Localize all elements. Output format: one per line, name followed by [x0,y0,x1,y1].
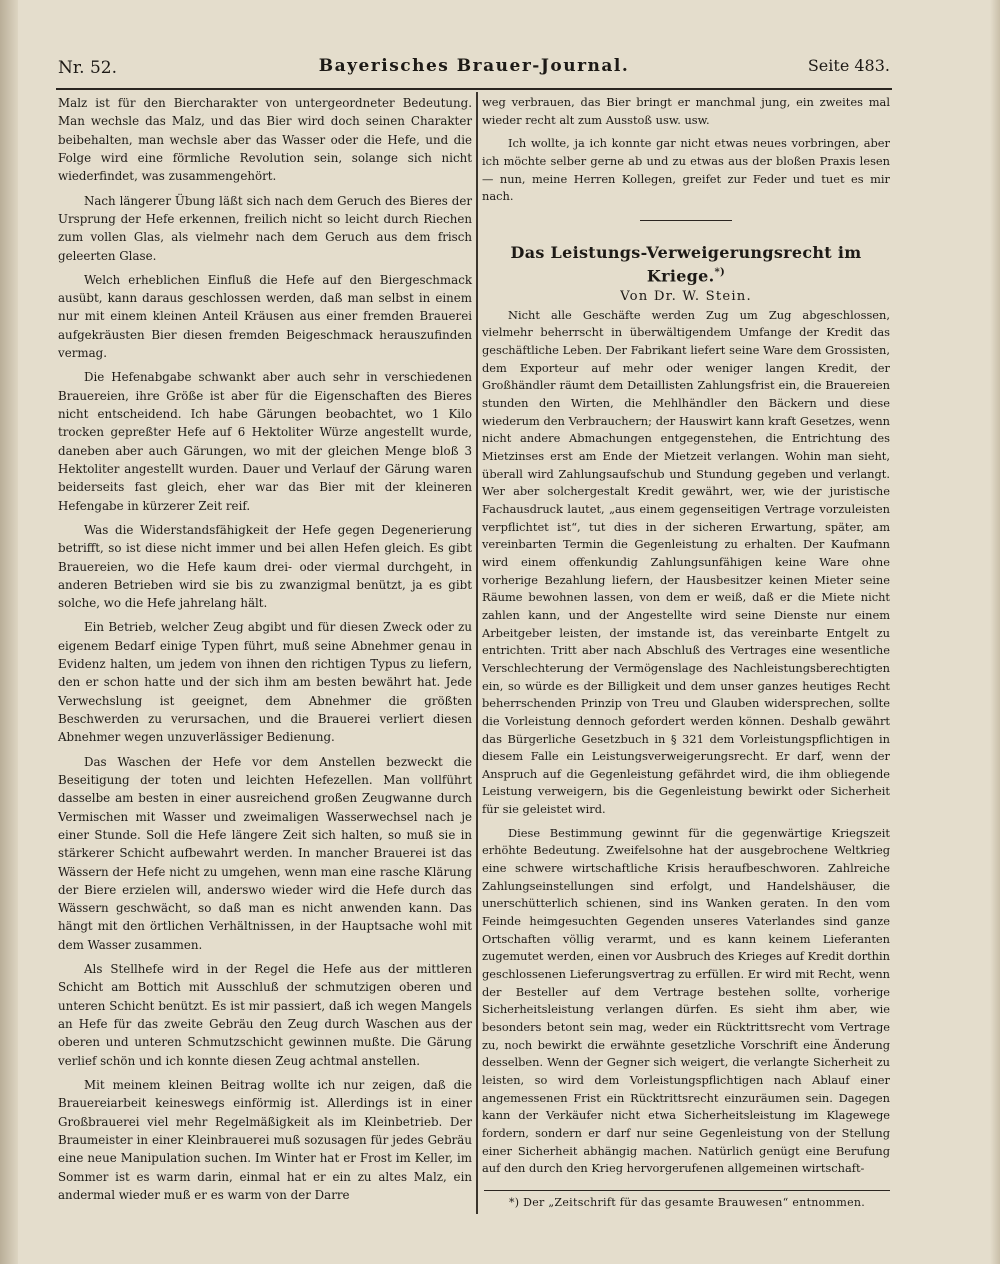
paragraph: Nicht alle Geschäfte werden Zug um Zug abgeschlossen, vielmehr beherrscht in überwältigendem Umfange der Kredit das geschäftliche Leben. Der Fabrikant liefert seine Ware dem Grossisten, dem Exporteur auf mehr oder weniger langen Kredit, der Großhändler räumt dem Detaillisten Zahlungsfrist ein, die Brauereien stunden den Wirten, die Mehlhändler den Bäckern und diese wiederum den Verbrauchern; der Hauswirt kann kraft Gesetzes, wenn nicht andere Abmachungen entgegenstehen, die Entrichtung des Mietzinses erst am Ende der Mietzeit verlangen. Wohin man sieht, überall wird Zahlungsaufschub und Stundung gegeben und verlangt. Wer aber solchergestalt Kredit gewährt, wer, wie der juristische Fachausdruck lautet, „aus einem gegenseitigen Vertrage vorzuleisten verpflichtet ist“, tut dies in der sicheren Erwartung, später, am vereinbarten Termin die Gegenleistung zu erhalten. Der Kaufmann wird einem offenkundig Zahlungsunfähigen keine Ware ohne vorherige Bezahlung liefern, der Hausbesitzer keinen Mieter seine Räume bewohnen lassen, von dem er weiß, daß er die Miete nicht zahlen kann, und der Angestellte wird seine Dienste nur einem Arbeitgeber leisten, der imstande ist, das vereinbarte Entgelt zu entrichten. Tritt aber nach Abschluß des Vertrages eine wesentliche Verschlechterung der Vermögenslage des Nachleistungsberechtigten ein, so würde es der Billigkeit und dem unser ganzes heutiges Recht beherrschenden Prinzip von Treu und Glauben widersprechen, sollte die Vorleistung dennoch gefordert werden können. Deshalb gewährt das Bürgerliche Gesetzbuch in § 321 dem Vorleistungspflichtigen in diesem Falle ein Leistungsverweigerungsrecht. Er darf, wenn der Anspruch auf die Gegenleistung gefährdet wird, die ihm obliegende Leistung verweigern, bis die Gegenleistung bewirkt oder Sicherheit für sie geleistet wird. [482,307,890,817]
issue-number: Nr. 52. [58,58,117,78]
page-edge-right [990,0,1000,1264]
paragraph: Malz ist für den Biercharakter von untergeordneter Bedeutung. Man wechsle das Malz, und das Bier wird doch seinen Charakter beibehalten, man wechsle aber das Wasser oder die Hefe, und die Folge wird eine förmliche Revolution sein, solange sich nicht wiederfindet, was zusammengehört. [58,96,472,184]
paragraph: weg verbrauen, das Bier bringt er manchmal jung, ein zweites mal wieder recht alt zum Ausstoß usw. usw. [482,95,890,127]
paragraph: Diese Bestimmung gewinnt für die gegenwärtige Kriegszeit erhöhte Bedeutung. Zweifelsohne hat der ausgebrochene Weltkrieg eine schwere wirtschaftliche Krisis heraufbeschworen. Zahlreiche Zahlungseinstellungen sind erfolgt, und Handelshäuser, die unerschütterlich schienen, sind ins Wanken geraten. In den vom Feinde heimgesuchten Gegenden unseres Vaterlandes sind ganze Ortschaften völlig verarmt, und es kann keinem Lieferanten zugemutet werden, einen vor Ausbruch des Krieges auf Kredit dorthin geschlossenen Lieferungsvertrag zu erfüllen. Er wird mit Recht, wenn der Besteller auf dem Vertrage bestehen sollte, vorherige Sicherheitsleistung verlangen dürfen. Es sieht ihm aber, wie besonders betont sein mag, weder ein Rücktrittsrecht vom Vertrage zu, noch bewirkt die erwähnte gesetzliche Vorschrift eine Änderung desselben. Wenn der Gegner sich weigert, die verlangte Sicherheit zu leisten, so wird dem Vorleistungspflichtigen nach Ablauf einer angemessenen Frist ein Rücktrittsrecht einzuräumen sein. Dagegen kann der Verkäufer nicht etwa Sicherheitsleistung im Klagewege fordern, sondern er darf nur seine Gegenleistung von der Stellung einer Sicherheit abhängig machen. Natürlich genügt eine Berufung auf den durch den Krieg hervorgerufenen allgemeinen wirtschaft- [482,825,890,1176]
paragraph: Nach längerer Übung läßt sich nach dem Geruch des Bieres der Ursprung der Hefe erkennen, freilich nicht so leicht durch Riechen zum vollen Glas, als vielmehr nach dem Geruch aus dem frisch geleerten Glase. [58,193,472,263]
paragraph: Welch erheblichen Einfluß die Hefe auf den Biergeschmack ausübt, kann daraus geschlossen werden, daß man selbst in einem nur mit einem kleinen Anteil Kräusen aus einer fremden Brauerei aufgekräusten Bier diesen fremden Beigeschmack herauszufinden vermag. [58,272,472,361]
footnote-rule [484,1190,890,1191]
header-rule [56,88,892,90]
page-number: Seite 483. [807,56,890,75]
page-header [58,52,890,86]
paragraph: Als Stellhefe wird in der Regel die Hefe aus der mittleren Schicht am Bottich mit Ausschluß der schmutzigen oberen und unteren Schicht benützt. Es ist mir passiert, daß ich wegen Mangels an Hefe für das zweite Gebräu den Zeug durch Waschen aus der oberen und unteren Schmutzschicht gewinnen mußte. Die Gärung verlief schön und ich konnte diesen Zeug achtmal anstellen. [58,962,472,1068]
journal-title: Bayerisches Brauer-Journal. [318,56,630,76]
footnote: *) Der „Zeitschrift für das gesamte Brauwesen“ entnommen. [508,1196,866,1209]
page-edge-left [0,0,18,1264]
footnote-mark: *) [714,267,726,279]
column-divider [476,92,478,1214]
right-column [482,94,890,1184]
paragraph: Ein Betrieb, welcher Zeug abgibt und für diesen Zweck oder zu eigenem Bedarf einige Typen führt, muß seine Abnehmer genau in Evidenz halten, um jedem von ihnen den richtigen Typus zu liefern, den er schon hatte und der sich ihm am besten bewährt hat. Jede Verwechslung ist geeignet, dem Abnehmer die größten Beschwerden zu verursachen, und die Brauerei verliert diesen Abnehmer wegen unzuverlässiger Bedienung. [58,620,472,745]
section-separator [640,220,732,222]
article-author: Von Dr. W. Stein. [620,288,752,304]
paragraph: Mit meinem kleinen Beitrag wollte ich nur zeigen, daß die Brauereiarbeit keineswegs einförmig ist. Allerdings ist in einer Großbrauerei viel mehr Regelmäßigkeit als im Kleinbetrieb. Der Braumeister in einer Kleinbrauerei muß sozusagen für jedes Gebräu eine neue Manipulation suchen. Im Winter hat er Frost im Keller, im Sommer ist es warm darin, einmal hat er ein zu altes Malz, ein andermal wieder muß er es warm von der Darre [58,1077,472,1202]
paragraph: Was die Widerstandsfähigkeit der Hefe gegen Degenerierung betrifft, so ist diese nicht immer und bei allen Hefen gleich. Es gibt Brauereien, wo die Hefe kaum drei- oder viermal durchgeht, in anderen Betrieben wird sie bis zu zwanzigmal benützt, ja es gibt solche, wo die Hefe jahrelang hält. [58,522,472,611]
article-title-text: Das Leistungs-Verweigerungsrecht im Kriege. [510,243,862,286]
left-column [58,94,472,1210]
paragraph: Ich wollte, ja ich konnte gar nicht etwas neues vorbringen, aber ich möchte selber gerne ab und zu etwas aus der bloßen Praxis lesen — nun, meine Herren Kollegen, greifet zur Feder und tuet es mir nach. [482,136,890,204]
paragraph: Die Hefenabgabe schwankt aber auch sehr in verschiedenen Brauereien, ihre Größe ist aber für die Eigenschaften des Bieres nicht entscheidend. Ich habe Gärungen beobachtet, wo 1 Kilo trocken gepreßter Hefe auf 6 Hektoliter Würze angestellt wurde, daneben aber auch Gärungen, wo mit der gleichen Menge bloß 3 Hektoliter angestellt wurden. Dauer und Verlauf der Gärung waren beiderseits fast gleich, eher war das Bier mit der kleineren Hefengabe in kürzerer Zeit reif. [58,370,472,513]
paragraph: Das Waschen der Hefe vor dem Anstellen bezweckt die Beseitigung der toten und leichten Hefezellen. Man vollführt dasselbe am besten in einer ausreichend großen Zeugwanne durch Vermischen mit Wasser und zweimaligen Wasserwechsel nach je einer Stunde. Soll die Hefe längere Zeit sich halten, so muß sie in stärkerer Schicht aufbewahrt werden. In mancher Brauerei ist das Wässern der Hefe nicht zu umgehen, wenn man eine rasche Klärung der Biere erzielen will, anderswo wieder wird die Hefe durch das Wässern geschwächt, so daß man es nicht anwenden kann. Das hängt mit den örtlichen Verhältnissen, in der Hauptsache wohl mit dem Wasser zusammen. [58,754,472,952]
article-title [482,243,890,286]
